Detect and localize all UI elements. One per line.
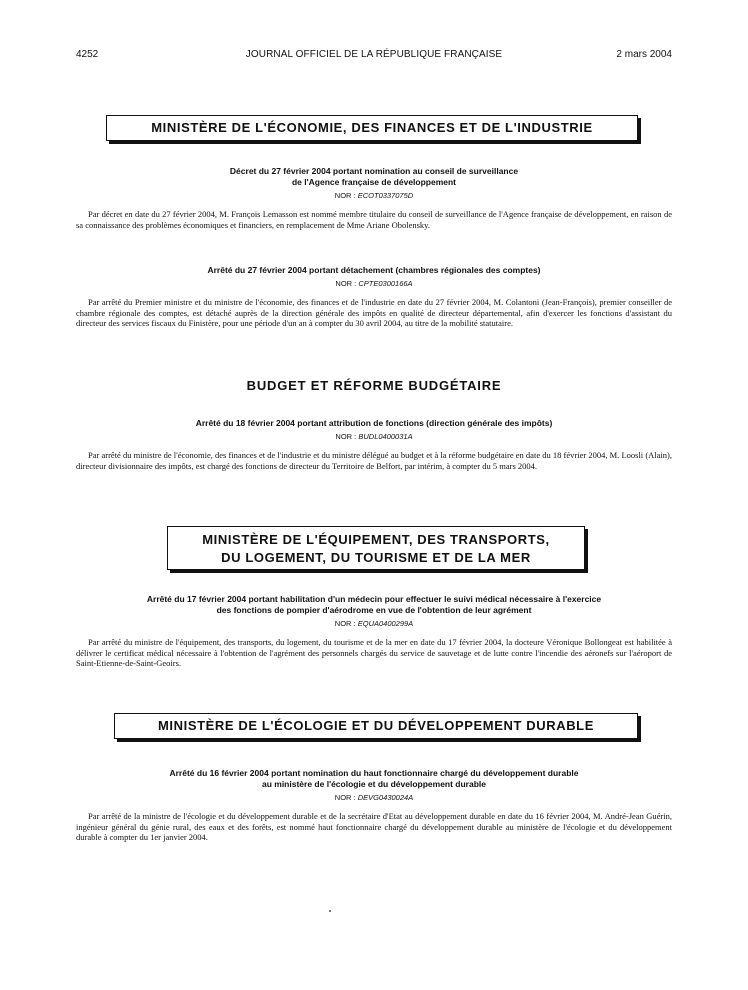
nor-reference: NOR : BUDL0400031A [335, 432, 413, 441]
nor-code: CPTE0300166A [358, 279, 413, 288]
decree-title: Arrêté du 17 février 2004 portant habilitation d'un médecin pour effectuer le suivi médical nécessaire à l'exercice des fonctions de pompier d'aérodrome en vue de l'obtention de leur agrément [146, 594, 602, 615]
issue-date: 2 mars 2004 [616, 49, 672, 60]
decree-body: Par arrêté du ministre de l'économie, des finances et de l'industrie et du ministre délégué au budget et à la réforme budgétaire en date du 18 février 2004, M. Loosli (Alain), directeur divisionnaire des impôts, est chargé des fonctions de directeur du Territoire de Belfort, par intérim, à compter du 5 mars 2004. [76, 450, 672, 471]
decree-block [76, 768, 672, 843]
decree-title: Arrêté du 16 février 2004 portant nomination du haut fonctionnaire chargé du développement durable au ministère de l'écologie et du développement durable [169, 768, 579, 789]
ministry-heading-economie: MINISTÈRE DE L'ÉCONOMIE, DES FINANCES ET DE L'INDUSTRIE [106, 115, 638, 141]
decree-body: Par arrêté du ministre de l'équipement, des transports, du logement, du tourisme et de la mer en date du 17 février 2004, la docteure Véronique Bollongeat est habilitée à délivrer le certificat médical nécessaire à l'obtention de l'agrément des personnels chargés du service de sauvetage et de lutte contre l'incendie des aéronefs sur l'aéroport de Saint-Etienne-de-Saint-Geoirs. [76, 637, 672, 668]
nor-reference: NOR : ECOT0337075D [334, 191, 414, 200]
decree-block [76, 594, 672, 669]
page-number: 4252 [76, 49, 99, 60]
decree-title: Arrêté du 18 février 2004 portant attribution de fonctions (direction générale des impôts) [195, 418, 553, 428]
ministry-heading-ecologie: MINISTÈRE DE L'ÉCOLOGIE ET DU DÉVELOPPEMENT DURABLE [114, 713, 638, 739]
nor-code: BUDL0400031A [358, 432, 413, 441]
decree-body: Par décret en date du 27 février 2004, M. François Lemasson est nommé membre titulaire du conseil de surveillance de l'Agence française de développement, en raison de sa connaissance des problèmes économiques et financiers, en remplacement de Mme Ariane Obolensky. [76, 209, 672, 230]
decree-body: Par arrêté du Premier ministre et du ministre de l'économie, des finances et de l'industrie en date du 27 février 2004, M. Colantoni (Jean-François), premier conseiller de chambre régionale des comptes, est détaché auprès de la direction générale des impôts en qualité de directeur départemental, afin d'exercer les fonctions d'assistant du directeur des services fiscaux du Finistère, pour une période d'un an à compter du 30 avril 2004, au titre de la mobilité statutaire. [76, 297, 672, 328]
decree-title: Décret du 27 février 2004 portant nomination au conseil de surveillance de l'Agence française de développement [229, 166, 519, 187]
ministry-heading-equipement: MINISTÈRE DE L'ÉQUIPEMENT, DES TRANSPORTS, DU LOGEMENT, DU TOURISME ET DE LA MER [167, 526, 585, 570]
page-speck [329, 910, 331, 912]
nor-reference: NOR : DEVG0430024A [334, 793, 414, 802]
decree-block [76, 418, 672, 471]
nor-code: EQUA0400299A [357, 619, 414, 628]
page-header [76, 49, 672, 65]
nor-code: DEVG0430024A [357, 793, 414, 802]
nor-code: ECOT0337075D [357, 191, 414, 200]
decree-title: Arrêté du 27 février 2004 portant détachement (chambres régionales des comptes) [207, 265, 541, 275]
decree-body: Par arrêté de la ministre de l'écologie et du développement durable et de la secrétaire d'Etat au développement durable en date du 16 février 2004, M. André-Jean Guérin, ingénieur général du génie rural, des eaux et des forêts, est nommé haut fonctionnaire chargé du développement durable au ministère de l'écologie et du développement durable à compter du 1er janvier 2004. [76, 811, 672, 842]
journal-title: JOURNAL OFFICIEL DE LA RÉPUBLIQUE FRANÇAISE [245, 49, 503, 60]
section-heading-budget: BUDGET ET RÉFORME BUDGÉTAIRE [246, 378, 502, 393]
nor-reference: NOR : EQUA0400299A [334, 619, 414, 628]
decree-block [76, 166, 672, 230]
decree-block [76, 265, 672, 329]
nor-reference: NOR : CPTE0300166A [335, 279, 413, 288]
